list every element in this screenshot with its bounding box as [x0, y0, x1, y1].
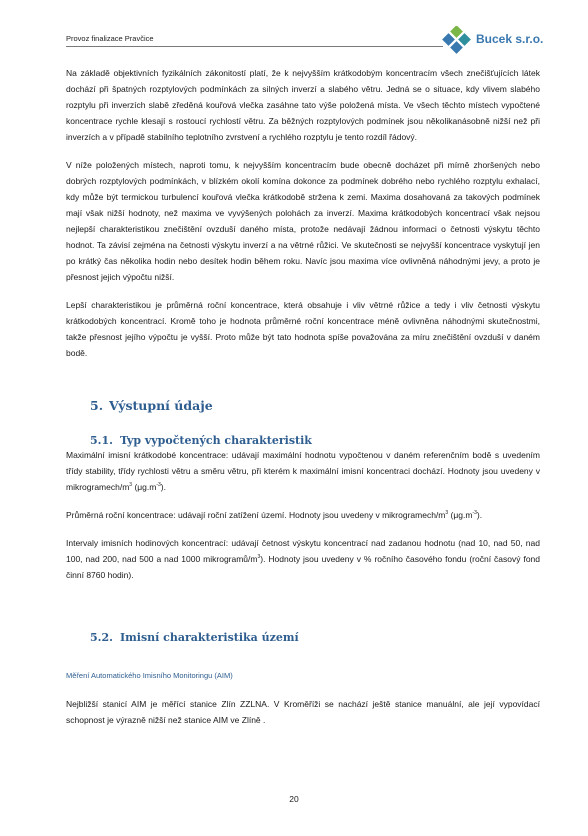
paragraph: Lepší charakteristikou je průměrná roční koncentrace, která obsahuje i vliv větrné růžice a tedy i vliv četnosti výskytu krátkodobých koncentrací. Kromě toho je hodnota průměrné roční koncentrace méně ovlivněna náhodnými skutečnostmi, takže přesnost jejího výpočtu je vyšší. Proto může být tato hodnota spíše považována za míru znečištění ovzduší v daném bodě. [66, 300, 540, 358]
header-title: Provoz finalizace Pravčice [66, 34, 154, 43]
section-number: 5.2. [90, 631, 113, 644]
section-title: Výstupní údaje [109, 398, 213, 413]
paragraph: Nejbližší stanicí AIM je měřící stanice Zlín ZZLNA. V Kroměříži se nachází ještě stanice manuální, ale její vypovídací schopnost je výrazně nižší než stanice AIM ve Zlíně . [66, 699, 540, 725]
section-5-2-heading [90, 631, 299, 644]
section-number: 5. [90, 398, 104, 413]
header-rule [66, 46, 443, 47]
section-title: Typ vypočtených charakteristik [120, 434, 312, 447]
section-5-1-heading [90, 434, 312, 447]
paragraph-hourly-intervals: Intervaly imisních hodinových koncentrací: udávají četnost výskytu koncentrací nad zadanou hodnotu (nad 10, nad 50, nad 100, nad 200, nad 500 a nad 1000 mikrogramů/$m^3$). Hodnoty jsou uvedeny v % ročního časového fondu (roční časový fond činní 8760 hodin). [66, 538, 540, 580]
section-5-heading [90, 398, 213, 413]
section-title: Imisní charakteristika území [120, 631, 299, 644]
section-5-1-body [66, 447, 540, 583]
paragraph-annual-concentration: Průměrná roční koncentrace: udávají roční zatížení území. Hodnoty jsou uvedeny v mikrogramech/$m^3$ $(\mu g.m^{-3})$. [66, 510, 483, 520]
paragraph: Na základě objektivních fyzikálních zákonitostí platí, že k nejvyšším krátkodobým koncentracím všech znečišťujících látek dochází při špatných rozptylových podmínkách za silných inverzí a slabého větru. Jedná se o situace, kdy vlivem slabého rozptylu při inverzích slabě zředěná kouřová vlečka zasáhne tato výše položená místa. Ve všech těchto místech vypočtené koncentrace rychle klesají s rostoucí rychlostí větru. Za běžných rozptylových podmínek jsou několikanásobně nižší než při inverzích a v případě stabilního teplotního zvrstvení a rychlého rozptylu je tento rozdíl řádový. [66, 68, 540, 142]
section-5-2-body [66, 696, 540, 728]
company-name: Bucek s.r.o. [476, 32, 544, 46]
page-number: 20 [289, 794, 299, 804]
company-logo-icon [438, 26, 476, 56]
section-number: 5.1. [90, 434, 113, 447]
paragraph-max-concentration: Maximální imisní krátkodobé koncentrace: udávají maximální hodnotu vypočtenou v daném referenčním bodě s uvedením třídy stability, třídy rychlosti větru a směru větru, při kterém k maximální imisní koncentraci dochází. Hodnoty jsou uvedeny v mikrogramech/$m^3$ $(\mu g.m^{-3})$. [66, 450, 540, 492]
intro-text [66, 65, 540, 361]
subheading-aim: Měření Automatického Imisního Monitoringu (AIM) [66, 671, 233, 680]
paragraph: V níže položených místech, naproti tomu, k nejvyšším koncentracím bude obecně docházet při mírně zhoršených nebo dobrých rozptylových podmínkách, v blízkém okolí komína dokonce za podmínek dobrého nebo rychlého rozptylu exhalací, kdy může být termickou turbulencí kouřová vlečka krátkodobě stržena k zemi. Maxima dosahovaná za takových podmínek mají však nižší hodnoty, než maxima ve vyvýšených polohách za inverzí. Maxima krátkodobých koncentrací však nejsou nejlepší charakteristikou znečištění ovzduší daného místa, protože nedávají žádnou informaci o četnosti výskytu těchto hodnot. Ta závisí zejména na četnosti výskytu inverzí a na větrné růžici. Ve skutečnosti se nejvyšší koncentrace vyskytují jen po krátký čas několika hodin nebo desítek hodin během roku. Navíc jsou maxima více ovlivněná náhodnými jevy, a proto je přesnost jejich výpočtu nižší. [66, 160, 540, 282]
